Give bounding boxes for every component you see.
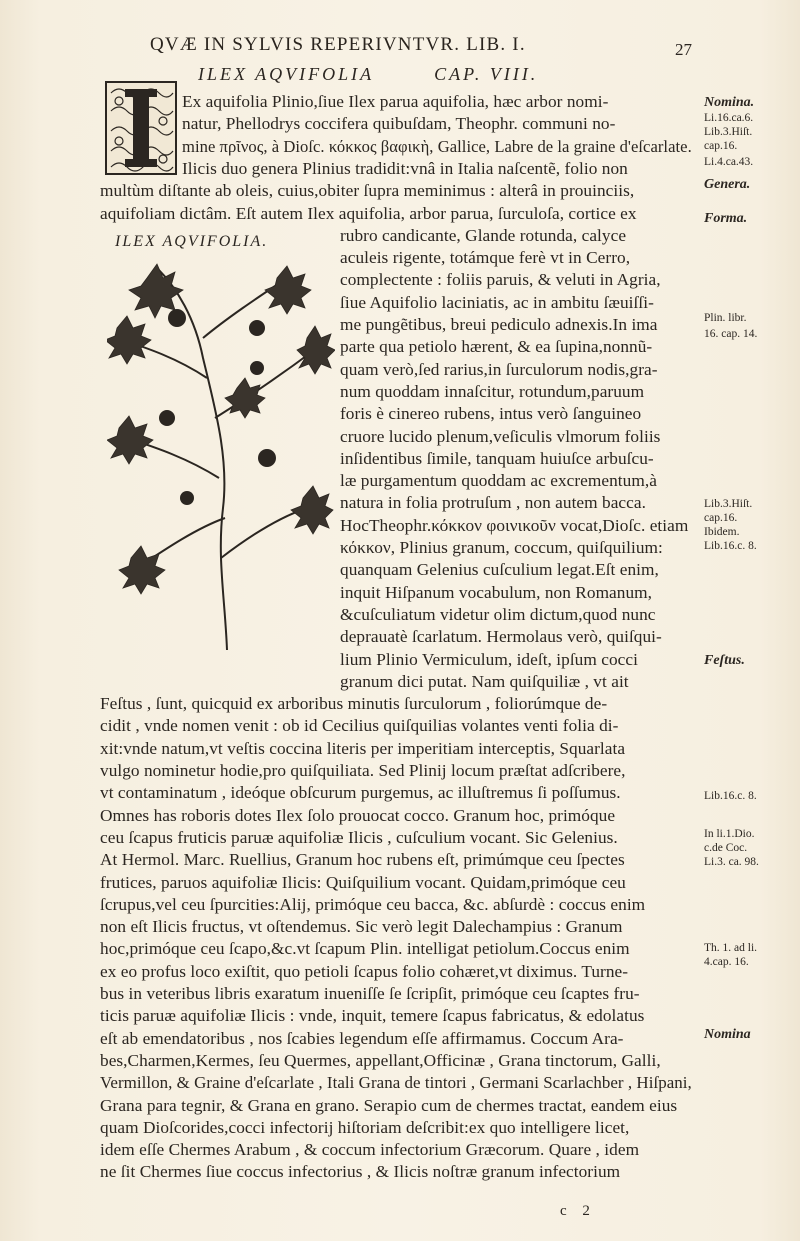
margin-note: Feſtus. [704, 653, 745, 668]
body-line: inſidentibus ſimile, tanquam huiuſce arbuſcu- [340, 448, 654, 468]
body-line: foris è cinereo rubens, intus verò ſanguineo [340, 404, 642, 424]
body-line: cidit , vnde nomen venit : ob id Cecilius quiſquilias volantes venti folia di- [100, 716, 619, 736]
margin-note: In li.1.Dio. [704, 828, 755, 840]
body-line: Vermillon, & Graine d'eſcarlate , Itali Grana de tintori , Germani Scarlachber , Hiſpani, [100, 1073, 692, 1093]
body-line: Ilicis duo genera Plinius tradidit:vnâ in Italia naſcentẽ, folio non [182, 158, 628, 178]
body-line: complectente : foliis paruis, & veluti in Agria, [340, 270, 661, 290]
body-line: natura in folia protruſum , non autem bacca. [340, 493, 646, 513]
body-line: ticis paruæ aquifoliæ Ilicis : vnde, inquit, temere ſcapus fabricatus, & edolatus [100, 1006, 645, 1026]
body-line: ſiue Aquifolio laciniatis, ac in ambitu ſæuiſſi- [340, 292, 654, 312]
body-line: vt contaminatum , ideóque obſcurum purgemus, ac illuſtremus ſi poſſumus. [100, 783, 621, 803]
body-line: cruore lucido plenum,veſiculis vlmorum foliis [340, 426, 661, 446]
chapter-number: CAP. VIII. [434, 64, 539, 84]
margin-note: Lib.3.Hiſt. [704, 126, 753, 138]
margin-note: Nomina. [704, 95, 755, 110]
body-line: bus in veteribus libris exaratum inueniſſe ſe ſcripſit, primóque ceu ſcaptes fru- [100, 984, 640, 1003]
body-line: At Hermol. Marc. Ruellius, Granum hoc rubens eſt, primúmque ceu ſpectes [100, 850, 625, 870]
margin-note: Lib.16.c. 8. [704, 790, 757, 802]
ilex-aquifolia-illustration [107, 258, 335, 650]
margin-note: 16. cap. 14. [704, 328, 758, 340]
margin-note: 4.cap. 16. [704, 956, 749, 968]
body-line: deprauatè ſcarlatum. Hermolaus verò, quiſqui- [340, 627, 662, 647]
body-line: Feſtus , ſunt, quicquid ex arboribus minutis ſurculorum , foliorúmque de- [100, 694, 608, 714]
body-line: hoc,primóque ceu ſcapo,&c.vt ſcapum Plin. intelligat petiolum.Coccus enim [100, 939, 630, 959]
body-line: num quoddam innaſcitur, rotundum,paruum [340, 381, 645, 401]
body-line: bes,Charmen,Kermes, ſeu Quermes, appellant,Officinæ , Grana tinctorum, Galli, [100, 1050, 661, 1070]
body-line: aculeis rigente, totámque ferè vt in Cerro, [340, 248, 631, 268]
margin-note: Li.4.ca.43. [704, 156, 754, 168]
body-line: frutices, paruos aquifoliæ Ilicis: Quiſquilium vocant. Quidam,primóque ceu [100, 872, 626, 892]
margin-note: Li.16.ca.6. [704, 112, 754, 124]
margin-note: Lib.3.Hiſt. [704, 498, 753, 510]
body-line: multùm diſtante ab oleis, cuius,obiter ſupra meminimus : alterâ in prouinciis, [100, 181, 635, 201]
signature-mark: c 2 [560, 1203, 596, 1219]
body-line: vulgo nominetur hodie,pro quiſquiliata. Sed Plinij locum præſtat adſcribere, [100, 761, 626, 780]
margin-note: c.de Coc. [704, 842, 748, 854]
body-line: ex eo profus loco exiſtit, quo petioli ſcapus folio cohæret,vt diximus. Turne- [100, 961, 629, 981]
margin-note: Lib.16.c. 8. [704, 540, 757, 552]
body-line: ne ſit Chermes ſiue coccus infectorius , & Ilicis noſtræ granum infectorium [100, 1162, 621, 1182]
body-line: non eſt Ilicis fructus, vt oſtendemus. Sic verò legit Dalechampius : Granum [100, 917, 623, 937]
body-line: lium Plinio Vermiculum, ideſt, ipſum cocci [340, 649, 638, 669]
running-head: QVÆ IN SYLVIS REPERIVNTVR. LIB. I. [150, 34, 526, 55]
body-line: Ex aquifolia Plinio,ſiue Ilex parua aquifolia, hæc arbor nomi- [182, 92, 609, 111]
body-line: natur, Phellodrys coccifera quibuſdam, Theophr. communi no- [182, 114, 616, 134]
body-line: κόκκον, Plinius granum, coccum, quiſquilium: [340, 538, 663, 557]
body-line: granum dici putat. Nam quiſquiliæ , vt ait [340, 671, 629, 691]
body-line: quanquam Gelenius cuſculium legat.Eſt enim, [340, 560, 659, 580]
margin-note: cap.16. [704, 512, 738, 524]
body-line: quam Dioſcorides,cocci infectorij hiſtoriam deſcribit:ex quo intelligere licet, [100, 1117, 630, 1137]
chapter-name: ILEX AQVIFOLIA [198, 64, 375, 84]
body-line: Grana para tegnir, & Grana en grano. Serapio cum de chermes tractat, eandem eius [100, 1095, 678, 1115]
body-line: mine πρῖνος, à Dioſc. κόκκος βαφικὴ, Gallice, Labre de la graine d'eſcarlate. [182, 136, 692, 156]
body-line: rubro candicante, Glande rotunda, calyce [340, 225, 627, 245]
body-line: læ purgamentum quoddam ac excrementum,à [340, 471, 657, 491]
plant-caption: ILEX AQVIFOLIA. [115, 233, 269, 250]
body-line: idem eſſe Chermes Arabum , & coccum infectorium Græcorum. Quare , idem [100, 1140, 640, 1160]
margin-note: Li.3. ca. 98. [704, 856, 759, 868]
body-line: me pungẽtibus, breui pediculo adnexis.In ima [340, 315, 658, 334]
body-line: aquifoliam dictâm. Eſt autem Ilex aquifolia, arbor parua, ſurculoſa, cortice ex [100, 203, 637, 223]
body-line: parte qua petiolo hærent, & ea ſupina,nonnũ- [340, 337, 653, 357]
chapter-title [198, 64, 538, 85]
decorated-initial-i [105, 81, 177, 175]
body-line: HocTheophr.κόκκον φοινικοῦν vocat,Dioſc. etiam [340, 515, 689, 535]
page-number: 27 [675, 40, 692, 59]
body-line: &cuſculiatum videtur olim dictum,quod nunc [340, 604, 656, 624]
body-line: eſt ab emendatoribus , nos ſcabies legendum eſſe affirmamus. Coccum Ara- [100, 1028, 624, 1048]
body-line: quam verò,ſed rarius,in ſurculorum nodis,gra- [340, 359, 658, 379]
margin-note: Nomina [704, 1027, 751, 1042]
margin-note: cap.16. [704, 140, 738, 152]
margin-note: Genera. [704, 177, 751, 192]
margin-note: Forma. [704, 211, 748, 226]
body-line: ceu ſcapus fruticis paruæ aquifoliæ Ilicis , cuſculium vocant. Sic Gelenius. [100, 827, 618, 847]
margin-note: Ibidem. [704, 526, 740, 538]
body-line: Omnes has roboris dotes Ilex ſolo prouocat cocco. Granum hoc, primóque [100, 805, 616, 825]
margin-note: Plin. libr. [704, 312, 747, 324]
body-line: xit:vnde natum,vt veſtis coccina literis per imperitiam interceptis, Squarlata [100, 738, 626, 758]
body-line: ſcrupus,vel ceu ſpurcities:Alij, primóque ceu bacca, &c. abſurdè : coccus enim [100, 894, 646, 914]
margin-note: Th. 1. ad li. [704, 942, 758, 954]
body-line: inquit Hiſpanum vocabulum, non Romanum, [340, 582, 653, 602]
